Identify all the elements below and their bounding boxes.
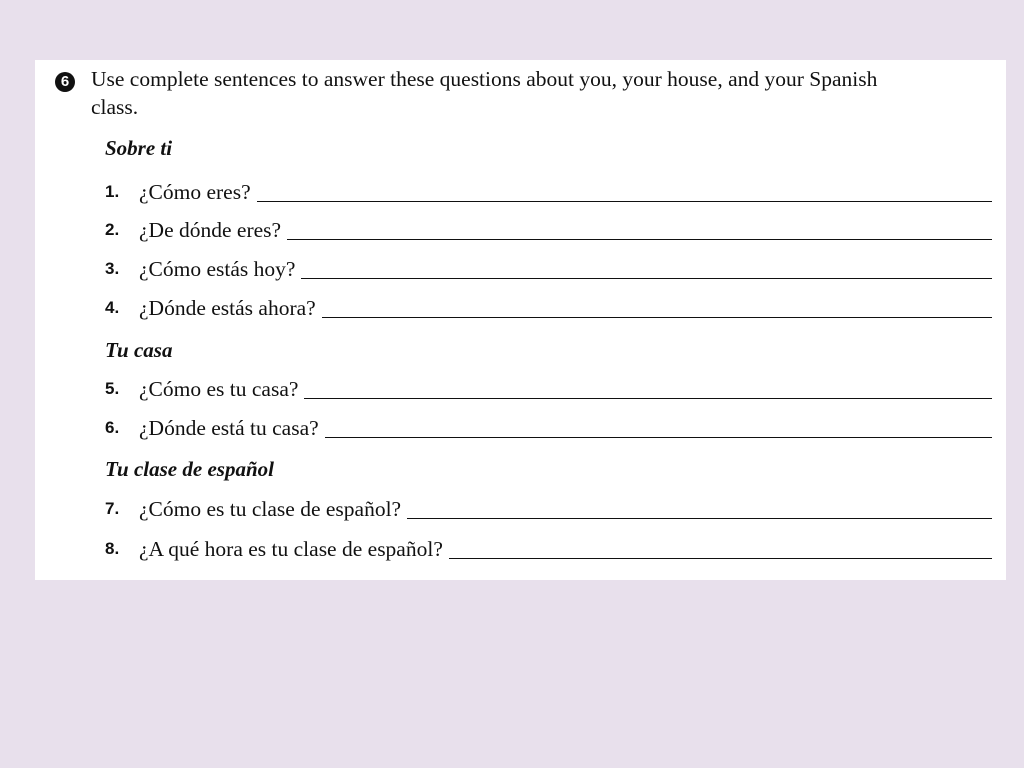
activity-instructions: Use complete sentences to answer these questions about you, your house, and your Spanish class. bbox=[91, 67, 878, 119]
section-heading-tu-clase: Tu clase de español bbox=[105, 457, 274, 481]
worksheet-panel bbox=[35, 60, 1006, 580]
section-heading-sobre-ti: Sobre ti bbox=[105, 136, 173, 160]
question-text: ¿Dónde está tu casa? bbox=[139, 416, 319, 440]
question-text: ¿Cómo es tu clase de español? bbox=[139, 497, 402, 521]
answer-line[interactable] bbox=[304, 397, 992, 399]
question-number: 5. bbox=[105, 379, 120, 398]
question-text: ¿Cómo estás hoy? bbox=[139, 257, 296, 281]
answer-line[interactable] bbox=[301, 277, 992, 279]
answer-line[interactable] bbox=[257, 200, 992, 202]
question-text: ¿Dónde estás ahora? bbox=[139, 296, 316, 320]
question-number: 4. bbox=[105, 298, 120, 317]
question-number: 8. bbox=[105, 539, 120, 558]
section-heading-tu-casa: Tu casa bbox=[105, 338, 173, 362]
question-row bbox=[105, 176, 992, 204]
question-text: ¿De dónde eres? bbox=[139, 218, 282, 242]
answer-line[interactable] bbox=[325, 436, 992, 438]
question-row bbox=[105, 373, 992, 401]
question-text: ¿Cómo es tu casa? bbox=[139, 377, 299, 401]
question-number: 6. bbox=[105, 418, 120, 437]
question-number: 1. bbox=[105, 182, 120, 201]
question-number: 3. bbox=[105, 259, 120, 278]
question-number: 2. bbox=[105, 220, 120, 239]
question-text: ¿Cómo eres? bbox=[139, 180, 251, 204]
question-number: 7. bbox=[105, 499, 120, 518]
question-row bbox=[105, 493, 992, 521]
answer-line[interactable] bbox=[449, 557, 992, 559]
question-row bbox=[105, 253, 992, 281]
question-row bbox=[105, 412, 992, 440]
answer-line[interactable] bbox=[407, 517, 992, 519]
question-text: ¿A qué hora es tu clase de español? bbox=[139, 537, 443, 561]
question-row bbox=[105, 214, 992, 242]
answer-line[interactable] bbox=[322, 316, 992, 318]
activity-number-badge: 6 bbox=[55, 72, 75, 92]
answer-line[interactable] bbox=[287, 238, 992, 240]
question-row bbox=[105, 292, 992, 320]
question-row bbox=[105, 533, 992, 561]
